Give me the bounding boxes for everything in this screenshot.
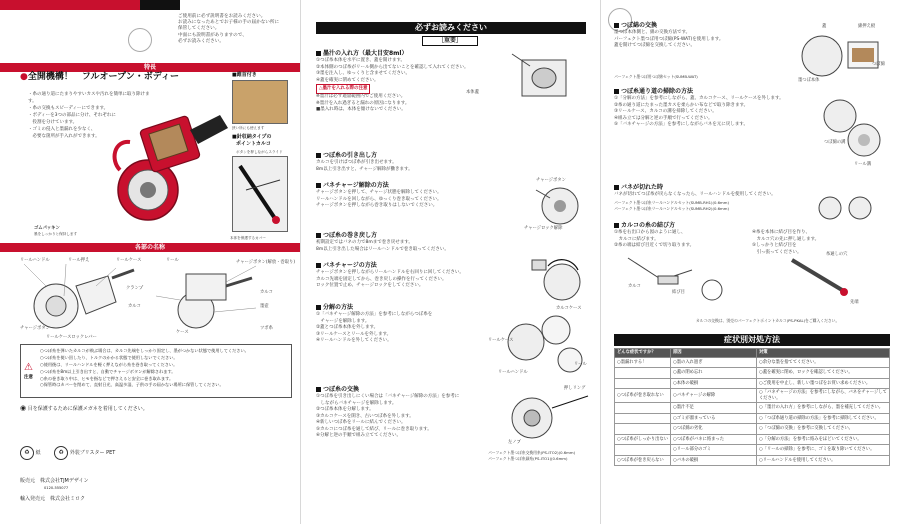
callout-2-text: 針収納タイプの — [236, 134, 272, 140]
section-cotton-replace — [614, 22, 657, 30]
warning-item: ○つぼ糸を8m以上引き出すと、自動でチャージボタンが解除されます。 — [40, 368, 176, 374]
body-line: ③カルコケースを開き、古いつぼ糸を外します。 — [316, 413, 414, 419]
column-header: どんな症状ですか？ — [615, 349, 671, 358]
product-illustration — [100, 100, 240, 240]
section-charge-release — [316, 182, 389, 190]
line-parts-note — [488, 450, 598, 461]
square-icon — [614, 223, 619, 228]
notice-text — [178, 14, 286, 45]
diagram-label: カルコ — [628, 284, 641, 289]
body-line: チャージボタンを押しながらリールハンドルを右回りに回してください。 — [316, 270, 464, 275]
recycle-plastic-label: 外装ブリスター — [69, 450, 105, 456]
section-line-replace — [316, 386, 359, 394]
section-title: カルコの糸の結び方 — [621, 222, 676, 229]
callout-1-text: 錐首付き — [236, 72, 257, 78]
diagram-label: 結び目 — [672, 290, 685, 295]
section-body — [316, 58, 486, 84]
body-line: ②糸の通り道にたまった墨カスを柔らかい布などで取り除きます。 — [614, 102, 749, 108]
table-row — [615, 455, 890, 466]
line-replace-illustration — [502, 388, 594, 448]
section-body: バネが切れてつぼ糸が戻らなくなったら、リールハンドルを使用してください。 — [614, 192, 776, 197]
feature-item: 役割を分けています。 — [28, 119, 78, 125]
warning-item: ○保管時はカバーを閉めて、直射日光、高温多湿、子供の手の届かない場所に保管してください。 — [40, 382, 224, 388]
body-line: パーフェクト墨つぼ糸リールハンドルセット(SUMB-RH1)(0.6mm) — [614, 200, 729, 205]
body-line: パーフェクト墨つぼ糸リールハンドルセット(SUMB-RH2)(0.6mm) — [614, 205, 729, 211]
table-body — [615, 357, 890, 466]
body-line: チャージを解除します。 — [316, 318, 370, 324]
calco-illustration — [236, 160, 286, 230]
body-line: パーフェクト墨つぼ糸細糸(PS-ITO1)(0.6mm) — [488, 455, 568, 461]
notice-line: お読みになったあとでお子様の手の届かない所に — [178, 20, 280, 26]
section-body — [316, 240, 516, 253]
diagram-label: つぼ綿の溝 — [824, 140, 846, 145]
must-read-title: 必ずお読みください — [316, 22, 586, 34]
part-label: リールケースロックレバー — [46, 335, 97, 340]
body-line: チャージボタンを押して、チャージ状態を解除してください。 — [316, 190, 442, 195]
table-cell-symptom — [615, 445, 671, 456]
table-cell-fix: ○「分解の方法」を参考に絡みをほどいてください。 — [757, 434, 890, 445]
body-line: ①「バネチャージ解除の方法」を参考にしながらつぼ糸を — [316, 312, 433, 317]
diagram-label: 墨つぼ本体 — [798, 78, 820, 83]
parts-bar: 各部の名称 — [0, 243, 300, 252]
table-row — [615, 434, 890, 445]
diagram-label: 糸通しの穴 — [826, 252, 848, 257]
spring-parts-note — [614, 200, 814, 211]
table-cell-fix: ○リールハンドルを使用してください。 — [757, 455, 890, 466]
callout-2 — [232, 134, 272, 141]
part-label: チャージボタン — [20, 326, 50, 331]
troubleshoot-title: 症状別対処方法 — [614, 334, 890, 346]
section-title: つぼ糸通り道の掃除の方法 — [621, 88, 694, 95]
top-black-band — [140, 0, 180, 10]
diagram-label: 蓋 — [822, 24, 827, 29]
square-icon — [316, 387, 321, 392]
body-line: ②蓋とつぼ糸本体を外します。 — [316, 325, 379, 331]
table-cell-symptom: ○つぼ糸が巻き戻らない — [615, 455, 671, 466]
table-row — [615, 368, 890, 379]
body-line: カルコ先端を固定してから、巻き戻しの操作を行ってください。 — [316, 276, 447, 282]
bullet-icon: ● — [20, 72, 28, 82]
part-label: リールケース — [116, 258, 142, 263]
parts-diagram — [16, 256, 296, 344]
notice-line: 保管してください。 — [178, 26, 220, 32]
photo-note: 本体を保護するカバー — [230, 236, 266, 240]
seller-line — [20, 478, 89, 485]
body-line: チャージボタンを押しながら巻き取りはしないでください。 — [316, 203, 438, 209]
eye-protection-text: 目を保護するために保護メガネを着用してください。 — [27, 406, 148, 412]
table-cell-cause: ○墨汁不足 — [671, 403, 757, 414]
section-title: 分解の方法 — [323, 304, 354, 311]
table-cell-cause: ○墨の入れ過ぎ — [671, 357, 757, 368]
section-title: バネチャージの方法 — [323, 262, 377, 269]
recycle-paper-label: 紙 — [35, 450, 41, 456]
body-line: ③リールケース、カルコの溝を掃除してください。 — [614, 109, 717, 115]
callout-2-sublabel: ボタンを押しながらスライド — [236, 150, 283, 154]
top-red-band — [0, 0, 140, 10]
warning-item: ○つぼ糸を使い回したり、トルクのかかる状態で使用しないでください。 — [40, 354, 178, 360]
callout-1 — [232, 72, 257, 79]
rewind-illustration — [528, 256, 592, 304]
section-charge — [316, 262, 377, 270]
part-label: リール — [166, 258, 179, 263]
section-ink-fill — [316, 50, 407, 58]
seller-tel: 0120-555077 — [44, 486, 69, 490]
body-line: 墨つぼ本体側と、綿の交換方法です。 — [614, 30, 691, 35]
ink-fill-illustration — [502, 50, 592, 110]
charge-button-illustration — [530, 180, 592, 228]
gasket-label: ゴムパッキン — [34, 226, 60, 231]
recycle-marks — [20, 446, 115, 460]
table-cell-fix: ○蓋を確実に閉め、ロックを確認してください。 — [757, 368, 890, 379]
table-cell-fix: ○余分な墨を捨ててください。 — [757, 357, 890, 368]
seller-label: 販売元 — [20, 478, 36, 484]
cotton-illustration — [792, 22, 892, 82]
section-body — [614, 96, 810, 129]
feature-item: ・ボディーを3つの部品に分け、それぞれに — [28, 112, 116, 118]
panel-front — [0, 0, 300, 524]
warning-item: ○糸の巻き取り中は、ヒモを指などで押さえると安全に巻き取れます。 — [40, 375, 174, 381]
part-label: ツボ糸 — [260, 326, 273, 331]
body-line: ①「分解の方法」を参考にしながら、蓋、カルコケース、リールケースを外します。 — [614, 96, 784, 101]
column-header: 対策 — [757, 349, 890, 358]
troubleshoot-table — [614, 348, 890, 466]
table-cell-cause: ○つぼ綿の劣化 — [671, 424, 757, 435]
body-line: 引っ張ってください。 — [752, 249, 802, 255]
body-line: ※墨汁を入れ過ぎると漏れの原因になります。 — [316, 100, 410, 106]
column-header: 原因 — [671, 349, 757, 358]
body-line: ⑤しっかりと結び目を — [752, 243, 797, 249]
body-line: 8m以上引き出すと、チャージ解除が働きます。 — [316, 166, 413, 172]
diagram-label: リール — [574, 362, 587, 367]
ink-caution-label: △墨汁を入れる際の注意 — [316, 84, 370, 94]
body-line: ②糸の端は結び目近くで切り取ります。 — [614, 243, 695, 249]
table-cell-fix: ○「バネチャージの方法」を参考にしながら、バネをチャージしてください。 — [757, 389, 890, 403]
section-disassembly — [316, 304, 353, 312]
recycle-plastic-material: PET — [106, 450, 116, 456]
diagram-label: 本体蓋 — [466, 90, 479, 95]
body-line: ■墨入れ時は、本体を傾けないでください。 — [316, 107, 406, 113]
table-cell-symptom — [615, 368, 671, 379]
body-line: ①糸を右出口から図のように通し、 — [614, 230, 686, 235]
body-line: ③リールケースとリールを外します。 — [316, 331, 392, 337]
square-icon — [316, 153, 321, 158]
section-title: つぼ糸の交換 — [323, 386, 360, 393]
body-line: しながらバネチャージを解除します。 — [316, 400, 397, 406]
square-icon — [614, 23, 619, 28]
body-line: ③墨を注入し、ゆっくりと含ませてください。 — [316, 71, 410, 77]
table-cell-fix: ○「リールの掃除」を参考に、ゴミを取り除いてください。 — [757, 445, 890, 456]
diagram-label: 左ノブ — [508, 440, 521, 445]
headline-text: 全開機構！ フルオープン・ボディー — [27, 72, 179, 82]
recycle-paper-icon: ♻ — [20, 446, 34, 460]
warning-label: 注意 — [24, 375, 33, 380]
hanger-hole — [128, 28, 152, 52]
body-line: ④糸を本体に結び目を作り、 — [752, 230, 811, 235]
part-label: クランプ — [126, 286, 144, 291]
warning-item: ○使用後は、リールハンドルを軽く押えながら糸を巻き取ってください。 — [40, 361, 178, 367]
warning-triangle-icon: ⚠ — [24, 362, 33, 373]
square-icon — [316, 233, 321, 238]
table-row — [615, 357, 890, 368]
section-body — [614, 30, 790, 50]
square-icon — [316, 183, 321, 188]
body-line: 8m以上引き出した場合はリールハンドルで巻き取ってください。 — [316, 246, 449, 252]
handle-illustration — [814, 194, 874, 224]
body-line: ⑤カルコにつぼ糸を通して結び、リールに巻き取ります。 — [316, 426, 432, 432]
body-line: 蓋を開けてつぼ綿を交換してください。 — [614, 43, 695, 49]
table-cell-symptom — [615, 424, 671, 435]
square-bullet-icon: ■ — [232, 134, 237, 140]
section-body — [316, 160, 516, 173]
body-line: カルコを引けばつぼ糸が引き出せます。 — [316, 160, 397, 165]
diagram-label: つぼ綿 — [872, 62, 885, 67]
body-line: ⑥分解と逆の手順で組み立ててください。 — [316, 433, 402, 439]
table-cell-cause: ○つぼ糸がバネに絡まった — [671, 434, 757, 445]
body-line: ロック位置で止め、チャージロックをしてください。 — [316, 283, 424, 289]
table-cell-cause: ○蓋の閉め忘れ — [671, 368, 757, 379]
section-body — [316, 190, 522, 210]
table-cell-symptom — [615, 413, 671, 424]
body-line: ④蓋を確実に閉めてください。 — [316, 77, 379, 83]
importer-name: 株式会社ミロク — [50, 496, 86, 502]
section-title: つぼ綿の交換 — [621, 22, 658, 29]
square-icon — [614, 89, 619, 94]
eye-protection-note — [20, 404, 148, 413]
notice-line: ご使用前に必ず説明書をお読みください。 — [178, 14, 266, 19]
table-header-row — [615, 349, 890, 358]
importer-line — [20, 496, 85, 503]
body-line: リールハンドルを回しながら、ゆっくり巻き取ってください。 — [316, 196, 442, 202]
section-rewind — [316, 232, 377, 240]
callout-1-sublabel: 狭い所にも使えます — [232, 126, 265, 130]
warning-box — [20, 344, 292, 398]
table-cell-cause: ○バネチャージの解除 — [671, 389, 757, 403]
photo-awl — [232, 80, 288, 124]
part-label: リール押え — [68, 258, 90, 263]
table-cell-cause: ○バネの破損 — [671, 455, 757, 466]
body-line: ②本体側のつぼ糸がリール側から出てないことを確認して入れてください。 — [316, 64, 469, 70]
table-row — [615, 413, 890, 424]
table-cell-cause: ○リール部分のゴミ — [671, 445, 757, 456]
table-cell-fix: ○「つぼ糸通り道の掃除の方法」を参考に掃除してください。 — [757, 413, 890, 424]
warning-item: ○つぼ糸を弾いたカルコが飛ぶ場合は、カルコ先端をしっかり固定し、墨がつかない状態で使用してください。 — [40, 348, 249, 353]
table-cell-symptom — [615, 378, 671, 389]
body-line: ④新しいつぼ糸をリールに結んでください。 — [316, 420, 406, 426]
table-cell-fix: ○ご使用を中止し、新しい墨つぼをお買い求めください。 — [757, 378, 890, 389]
body-line: カルコ穴の先に押し通します。 — [752, 236, 820, 242]
part-label: チャージボタン(解放・巻取り) — [236, 260, 295, 265]
fold-line — [600, 0, 601, 524]
feature-bar: 特長 — [0, 63, 300, 72]
table-row — [615, 445, 890, 456]
notice-line: 中面にも説明書がありますので、 — [178, 32, 247, 38]
table-cell-symptom: ○墨漏れする！ — [615, 357, 671, 368]
table-cell-symptom: ○つぼ糸が巻き取れない — [615, 389, 671, 403]
cotton-parts-note: パーフェクト墨つぼ用つぼ綿セット(SUMB-WAT) — [614, 74, 698, 79]
part-label: リールハンドル — [20, 258, 50, 263]
goggles-icon: ◉ — [20, 404, 27, 412]
table-cell-cause: ○本体の破損 — [671, 378, 757, 389]
part-label: カルコ — [260, 290, 273, 295]
headline — [20, 72, 179, 84]
square-icon — [316, 51, 321, 56]
feature-item: 必要な箇所が手入れができます。 — [28, 133, 100, 139]
table-row — [615, 389, 890, 403]
cleaning-illustration — [812, 92, 894, 162]
section-pull-out — [316, 152, 377, 160]
diagram-label: 綿押え板 — [858, 24, 876, 29]
feature-item: ・糸の交換もスピーディーにできます。 — [28, 105, 109, 111]
importer-label: 輸入発売元 — [20, 496, 46, 502]
gasket-sublabel: 墨をしっかりと保持します — [34, 232, 78, 236]
calco-parts-note: カルコの交換は、別売のパーフェクトポイントカルコ(PS-PKAL)をご購入ください。 — [696, 318, 840, 323]
body-line: カルコに結びます。 — [614, 236, 659, 242]
diagram-label: リールケース — [488, 338, 514, 343]
body-line: ④リールハンドルを外してください。 — [316, 338, 392, 344]
table-cell-cause: ○ゴミが溜まっている — [671, 413, 757, 424]
fold-line — [300, 0, 301, 524]
section-title: つぼ糸の巻き戻し方 — [323, 232, 378, 239]
square-bullet-icon: ■ — [232, 72, 237, 78]
body-line: ①つぼ糸本体を水平に置き、蓋を開けます。 — [316, 58, 405, 63]
section-cleaning — [614, 88, 693, 96]
diagram-label: 押しリング — [564, 386, 586, 391]
diagram-label: チャージボタン — [536, 178, 566, 183]
diagram-label: カルコケース — [556, 306, 582, 311]
section-title: バネチャージ解除の方法 — [323, 182, 389, 189]
body-line: ※墨汁は必ず適量範囲内でご使用ください。 — [316, 94, 406, 99]
part-label: カルコ — [128, 304, 141, 309]
table-row — [615, 378, 890, 389]
feature-item: ・ゴミの侵入と墨漏れを少なく、 — [28, 126, 96, 132]
body-line: ⑤「バネチャージの方法」を参考にしながらバネを元に戻します。 — [614, 122, 748, 128]
body-line: ②つぼ糸本体を分解します。 — [316, 407, 374, 413]
callout-2-text-b: ポイントカルコ — [236, 141, 271, 147]
section-body — [316, 394, 498, 440]
feature-item: ・糸の通り道にたまりやすいカスや汚れを簡単に取り除けます。 — [28, 92, 150, 104]
recycle-plastic-icon: ♻ — [54, 446, 68, 460]
body-line: ④組み立ては分解と逆の手順で行ってください。 — [614, 115, 713, 121]
table-row — [615, 403, 890, 414]
table-cell-fix: ○「つぼ綿の交換」を参考に交換してください。 — [757, 424, 890, 435]
section-body — [614, 230, 734, 250]
section-title: つぼ糸の引き出し方 — [323, 152, 378, 159]
parts-drawings — [16, 256, 296, 344]
part-label: ケース — [176, 330, 189, 335]
table-cell-fix: ○「墨汁の入れ方」を参考にしながら、墨を補充してください。 — [757, 403, 890, 414]
square-icon — [614, 185, 619, 190]
section-knot — [614, 222, 675, 230]
section-title: バネが切れた時 — [621, 184, 664, 191]
seller-name: 株式会社TJMデザイン — [40, 478, 89, 484]
panel-maintenance — [602, 0, 900, 524]
diagram-label: チャージロック解除 — [524, 226, 563, 231]
diagram-label: リールハンドル — [498, 370, 528, 375]
notice-line: 必ずお読みください。 — [178, 38, 224, 44]
table-cell-symptom: ○つぼ糸がしっかり出ない — [615, 434, 671, 445]
section-body — [316, 270, 522, 290]
section-body — [316, 312, 498, 345]
diagram-label: 先端 — [850, 300, 859, 305]
important-label: ［重要］ — [422, 36, 478, 46]
part-label: 墨壺 — [260, 304, 269, 309]
knot-illustration — [622, 250, 882, 310]
square-icon — [316, 263, 321, 268]
body-line: ①つぼ糸を引き出しにくい場合は「バネチャージ解除の方法」を参考に — [316, 394, 460, 399]
section-title: 墨汁の入れ方（最大目安8ml） — [323, 50, 408, 57]
table-row — [615, 424, 890, 435]
body-line: 初期設定ではバネの力で8mまで巻き戻せます。 — [316, 240, 413, 245]
table-cell-symptom — [615, 403, 671, 414]
diagram-label: リール溝 — [854, 162, 872, 167]
square-icon — [316, 305, 321, 310]
body-line: パーフェクト墨つぼ糸交換用糸(PS-ITO2)(0.6mm) — [488, 450, 576, 455]
section-spring-broken — [614, 184, 663, 192]
panel-instructions — [302, 0, 598, 524]
body-line: パーフェクト墨つぼ用つぼ綿(PS-WAT)を使用します。 — [614, 36, 724, 42]
